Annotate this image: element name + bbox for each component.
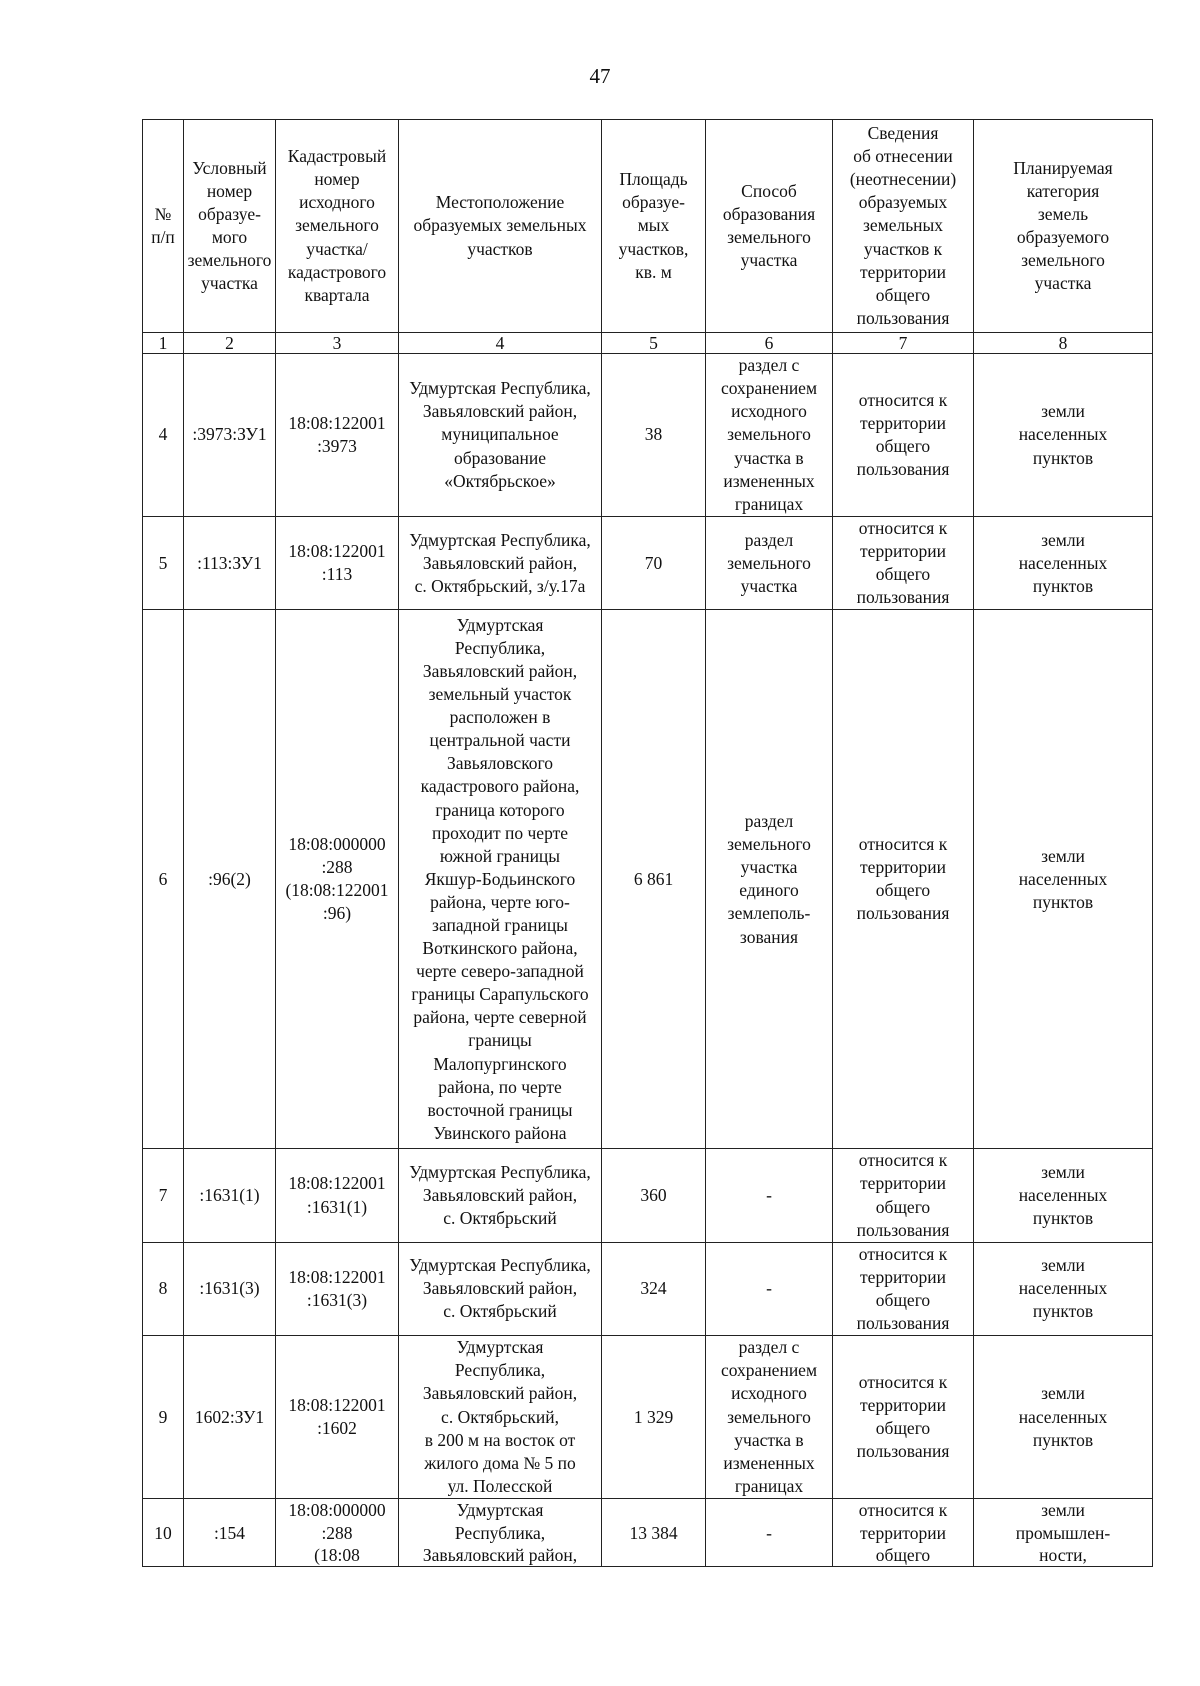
cell-category: земли населенных пунктов xyxy=(974,1149,1153,1242)
column-number: 4 xyxy=(399,333,602,354)
cell-category: земли населенных пунктов xyxy=(974,1242,1153,1335)
cell-method: - xyxy=(706,1149,833,1242)
cell-conditional-number: 1602:ЗУ1 xyxy=(184,1336,276,1499)
cell-location: Удмуртская Республика, Завьяловский район, с. Октябрьский xyxy=(399,1149,602,1242)
cell-conditional-number: :154 xyxy=(184,1499,276,1567)
header-cell-public-use: Сведения об отнесении (неотнесении) образуемых земельных участков к территории общего пользования xyxy=(833,120,974,333)
cell-cadastral-number: 18:08:122001 :3973 xyxy=(276,354,399,517)
cell-number: 4 xyxy=(143,354,184,517)
column-number: 2 xyxy=(184,333,276,354)
header-cell-category: Планируемая категория земель образуемого земельного участка xyxy=(974,120,1153,333)
column-number: 6 xyxy=(706,333,833,354)
cell-category: земли населенных пунктов xyxy=(974,610,1153,1149)
cell-cadastral-number: 18:08:122001 :1631(3) xyxy=(276,1242,399,1335)
page-number: 47 xyxy=(589,64,611,88)
cell-cadastral-number: 18:08:122001 :1602 xyxy=(276,1336,399,1499)
cell-public-use: относится к территории общего пользования xyxy=(833,1336,974,1499)
header-cell-method: Способ образования земельного участка xyxy=(706,120,833,333)
cell-method: раздел земельного участка единого землеполь- зования xyxy=(706,610,833,1149)
cell-area: 6 861 xyxy=(602,610,706,1149)
cell-location: Удмуртская Республика, Завьяловский район, с. Октябрьский, з/у.17а xyxy=(399,517,602,610)
cell-method: раздел с сохранением исходного земельного участка в измененных границах xyxy=(706,354,833,517)
cell-number: 7 xyxy=(143,1149,184,1242)
table-row xyxy=(143,354,1153,517)
cell-number: 9 xyxy=(143,1336,184,1499)
cell-area: 38 xyxy=(602,354,706,517)
cell-area: 1 329 xyxy=(602,1336,706,1499)
header-cell-number: № п/п xyxy=(143,120,184,333)
cell-conditional-number: :1631(1) xyxy=(184,1149,276,1242)
column-number: 3 xyxy=(276,333,399,354)
cell-category: земли населенных пунктов xyxy=(974,517,1153,610)
cell-public-use: относится к территории общего пользования xyxy=(833,517,974,610)
cell-public-use: относится к территории общего пользования xyxy=(833,354,974,517)
cell-public-use: относится к территории общего пользования xyxy=(833,610,974,1149)
cell-cadastral-number: 18:08:122001 :1631(1) xyxy=(276,1149,399,1242)
cell-number: 6 xyxy=(143,610,184,1149)
table-row xyxy=(143,1149,1153,1242)
table-row xyxy=(143,1242,1153,1335)
cell-number: 5 xyxy=(143,517,184,610)
header-cell-area: Площадь образуе- мых участков, кв. м xyxy=(602,120,706,333)
header-cell-conditional-number: Условный номер образуе- мого земельного участка xyxy=(184,120,276,333)
cell-method: раздел с сохранением исходного земельного участка в измененных границах xyxy=(706,1336,833,1499)
table-header-row xyxy=(143,120,1153,333)
cell-category: земли населенных пунктов xyxy=(974,1336,1153,1499)
cell-method: раздел земельного участка xyxy=(706,517,833,610)
column-number: 1 xyxy=(143,333,184,354)
cell-cadastral-number: 18:08:000000 :288 (18:08 xyxy=(276,1499,399,1567)
cell-area: 360 xyxy=(602,1149,706,1242)
cell-location: Удмуртская Республика, Завьяловский район, с. Октябрьский, в 200 м на восток от жилого дома № 5 по ул. Полесской xyxy=(399,1336,602,1499)
cell-public-use: относится к территории общего xyxy=(833,1499,974,1567)
cell-location: Удмуртская Республика, Завьяловский район, земельный участок расположен в центральной части Завьяловского кадастрового района, граница которого проходит по черте южной границы Якшур-Бодьинского района, черте юго- западной границы Воткинского района, черте северо-западной границы Сарапульского района, черте северной границы Малопургинского района, по черте восточной границы Увинского района xyxy=(399,610,602,1149)
cell-area: 70 xyxy=(602,517,706,610)
cell-conditional-number: :1631(3) xyxy=(184,1242,276,1335)
cell-conditional-number: :96(2) xyxy=(184,610,276,1149)
cell-location: Удмуртская Республика, Завьяловский район, муниципальное образование «Октябрьское» xyxy=(399,354,602,517)
header-cell-cadastral-number: Кадастровый номер исходного земельного участка/ кадастрового квартала xyxy=(276,120,399,333)
column-number: 8 xyxy=(974,333,1153,354)
cell-location: Удмуртская Республика, Завьяловский район, xyxy=(399,1499,602,1567)
cell-cadastral-number: 18:08:000000 :288 (18:08:122001 :96) xyxy=(276,610,399,1149)
cell-method: - xyxy=(706,1499,833,1567)
cell-cadastral-number: 18:08:122001 :113 xyxy=(276,517,399,610)
header-cell-location: Местоположение образуемых земельных участков xyxy=(399,120,602,333)
land-plots-table xyxy=(142,119,1153,1567)
table-row xyxy=(143,1499,1153,1567)
column-number: 5 xyxy=(602,333,706,354)
column-number-row xyxy=(143,333,1153,354)
cell-area: 324 xyxy=(602,1242,706,1335)
cell-number: 8 xyxy=(143,1242,184,1335)
cell-location: Удмуртская Республика, Завьяловский район, с. Октябрьский xyxy=(399,1242,602,1335)
column-number: 7 xyxy=(833,333,974,354)
cell-category: земли промышлен- ности, xyxy=(974,1499,1153,1567)
cell-public-use: относится к территории общего пользования xyxy=(833,1242,974,1335)
table-row xyxy=(143,1336,1153,1499)
cell-method: - xyxy=(706,1242,833,1335)
cell-conditional-number: :3973:ЗУ1 xyxy=(184,354,276,517)
cell-conditional-number: :113:ЗУ1 xyxy=(184,517,276,610)
cell-category: земли населенных пунктов xyxy=(974,354,1153,517)
cell-public-use: относится к территории общего пользования xyxy=(833,1149,974,1242)
table-row xyxy=(143,610,1153,1149)
cell-area: 13 384 xyxy=(602,1499,706,1567)
cell-number: 10 xyxy=(143,1499,184,1567)
table-row xyxy=(143,517,1153,610)
